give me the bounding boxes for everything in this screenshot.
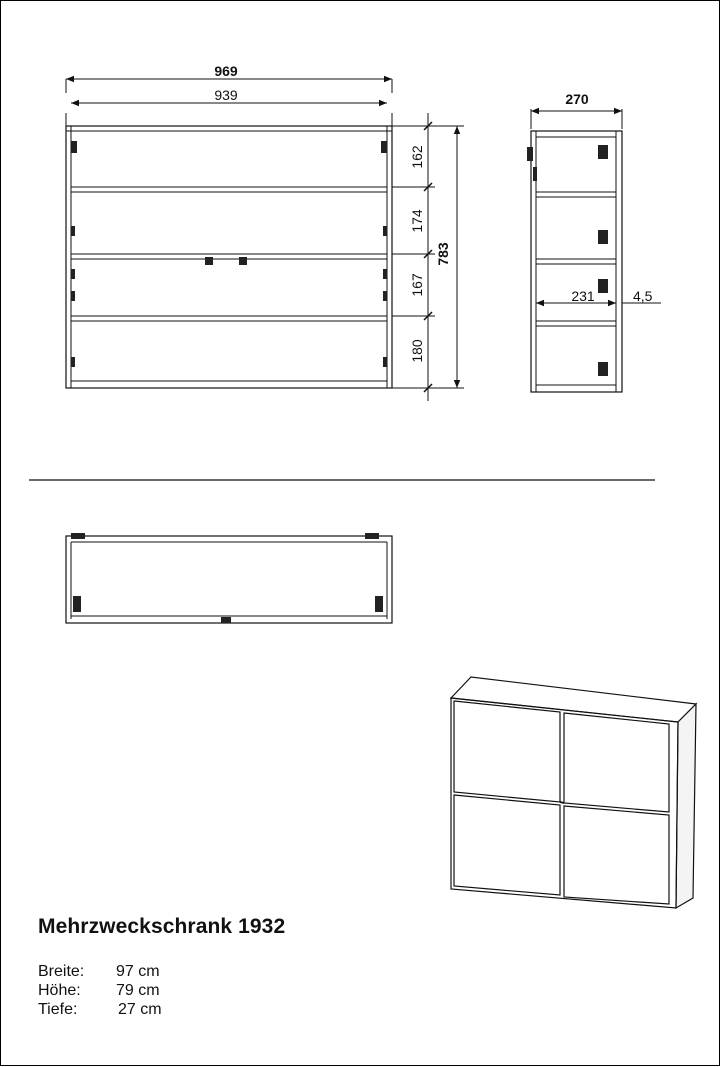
- dim-inner-depth: 231: [571, 288, 595, 304]
- dim-compartment-1: 162: [409, 145, 425, 169]
- technical-drawing: [1, 1, 720, 1067]
- dim-inner-width: 939: [214, 87, 238, 103]
- spec-label: Höhe:: [38, 982, 81, 999]
- dim-compartment-4: 180: [409, 339, 425, 363]
- dim-overall-width: 969: [214, 63, 238, 79]
- cabinet-3d-view: [451, 677, 696, 908]
- spec-label: Breite:: [38, 963, 85, 980]
- dim-back-offset: 4,5: [633, 288, 653, 304]
- dim-overall-height: 783: [435, 242, 451, 266]
- spec-label: Tiefe:: [38, 1001, 78, 1018]
- top-view: [66, 533, 392, 623]
- dim-compartment-3: 167: [409, 273, 425, 297]
- product-title: Mehrzweckschrank 1932: [38, 915, 286, 938]
- spec-value: 97 cm: [116, 963, 160, 980]
- spec-value: 79 cm: [116, 982, 160, 999]
- spec-value: 27 cm: [118, 1001, 162, 1018]
- dim-depth: 270: [565, 91, 589, 107]
- dim-compartment-2: 174: [409, 209, 425, 233]
- side-view: [527, 109, 661, 392]
- front-view: [66, 79, 464, 401]
